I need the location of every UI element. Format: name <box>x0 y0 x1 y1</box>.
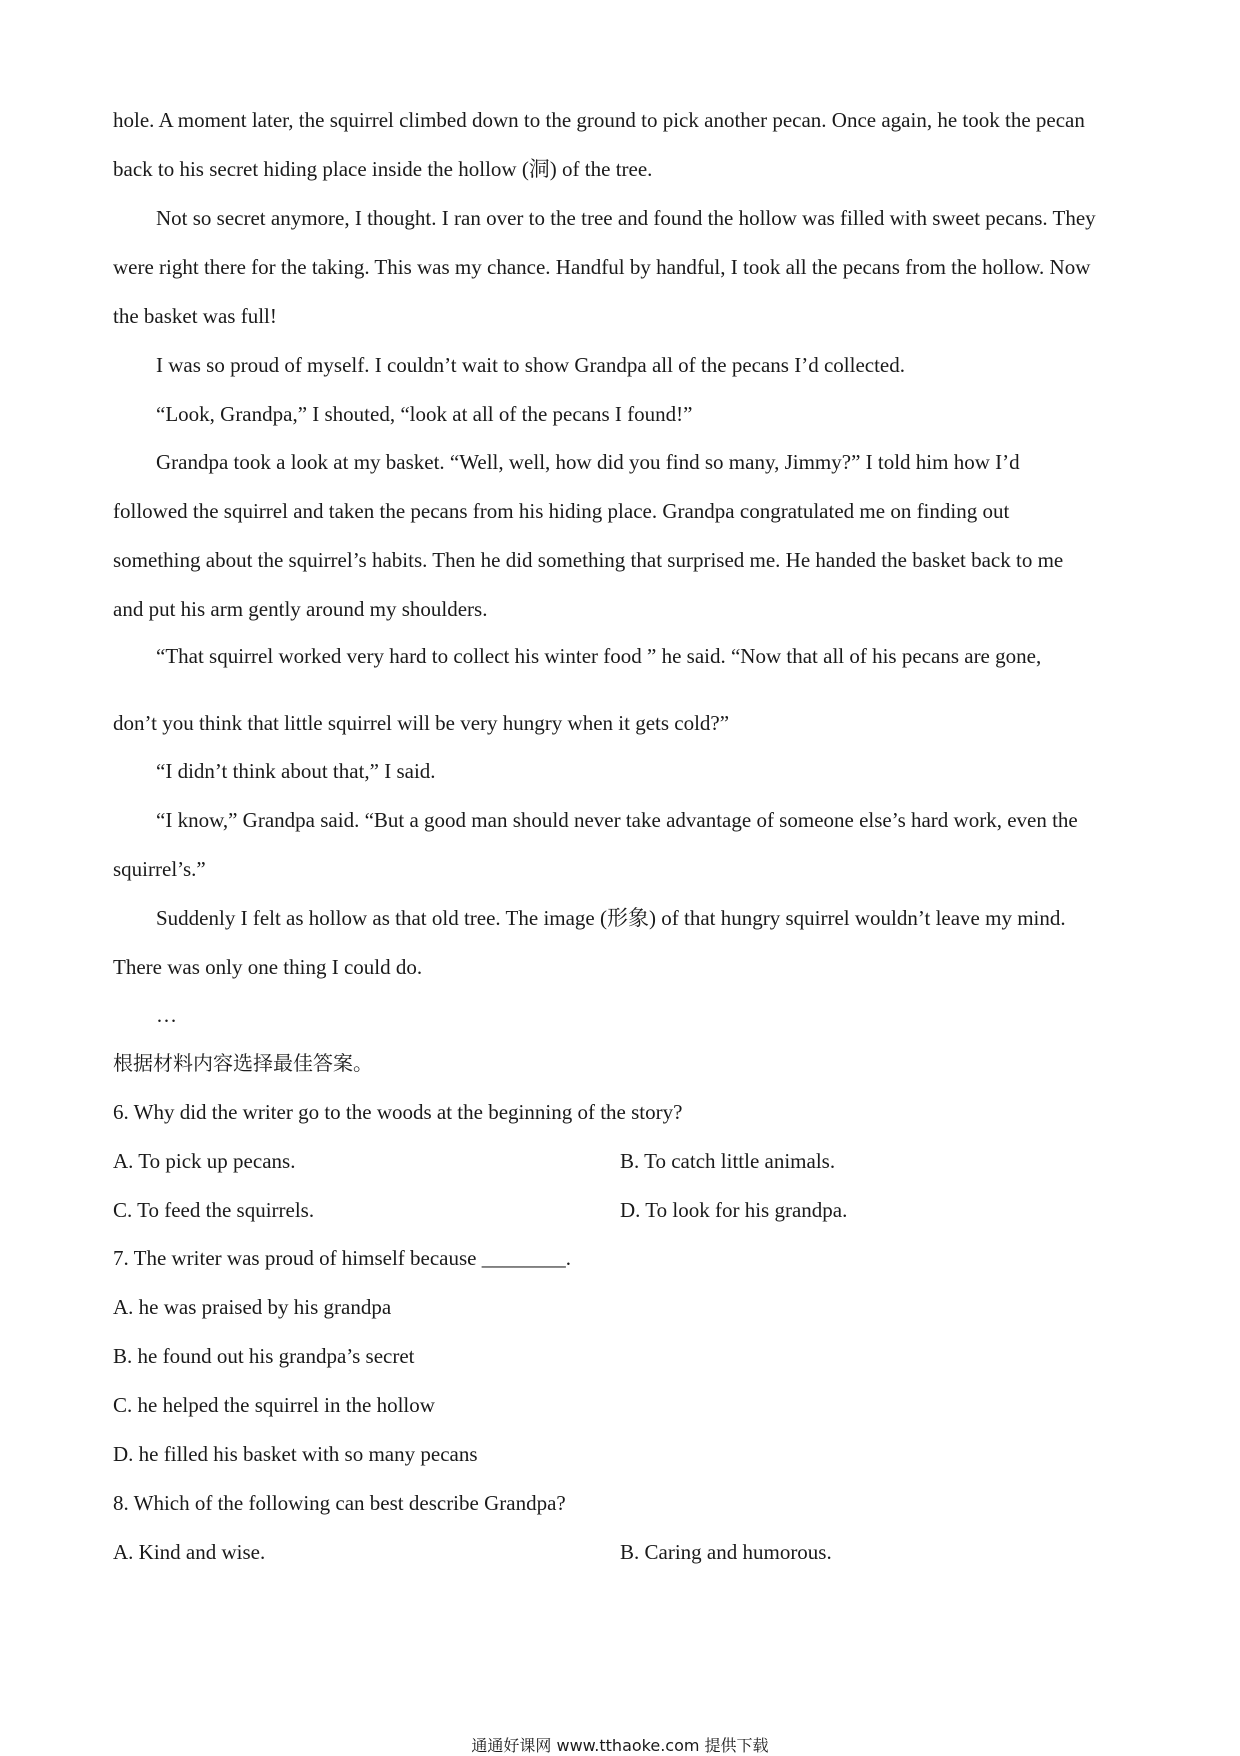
passage-line: back to his secret hiding place inside the hollow (洞) of the tree. <box>113 157 653 181</box>
question-6-option-b: B. To catch little animals. <box>620 1149 836 1173</box>
passage-line: “I know,” Grandpa said. “But a good man should never take advantage of someone else’s hard work, even the <box>156 808 1078 832</box>
question-7-option-c: C. he helped the squirrel in the hollow <box>113 1393 435 1417</box>
passage-line: the basket was full! <box>113 304 277 328</box>
question-6-option-c: C. To feed the squirrels. <box>113 1198 315 1222</box>
question-6-option-d: D. To look for his grandpa. <box>620 1198 848 1222</box>
passage-line: “Look, Grandpa,” I shouted, “look at all of the pecans I found!” <box>156 402 693 426</box>
passage-line: and put his arm gently around my shoulders. <box>113 597 488 621</box>
passage-line: squirrel’s.” <box>113 857 206 881</box>
passage-line: Not so secret anymore, I thought. I ran over to the tree and found the hollow was filled with sweet pecans. They <box>156 206 1096 230</box>
passage-line: Grandpa took a look at my basket. “Well, well, how did you find so many, Jimmy?” I told him how I’d <box>156 450 1020 474</box>
passage-line: There was only one thing I could do. <box>113 955 423 979</box>
question-6-stem: 6. Why did the writer go to the woods at the beginning of the story? <box>113 1100 683 1124</box>
question-8-stem: 8. Which of the following can best describe Grandpa? <box>113 1491 566 1515</box>
passage-line: Suddenly I felt as hollow as that old tree. The image (形象) of that hungry squirrel wouldn’t leave my mind. <box>156 906 1066 930</box>
passage-line: I was so proud of myself. I couldn’t wait to show Grandpa all of the pecans I’d collected. <box>156 353 905 377</box>
passage-line: “I didn’t think about that,” I said. <box>156 759 436 783</box>
passage-line: hole. A moment later, the squirrel climbed down to the ground to pick another pecan. Once again, he took the pecan <box>113 108 1085 132</box>
passage-line: “That squirrel worked very hard to collect his winter food ” he said. “Now that all of his pecans are gone, <box>156 644 1042 668</box>
passage-line: were right there for the taking. This was my chance. Handful by handful, I took all the pecans from the hollow. Now <box>113 255 1091 279</box>
passage-line: followed the squirrel and taken the pecans from his hiding place. Grandpa congratulated me on finding out <box>113 499 1010 523</box>
question-8-option-a: A. Kind and wise. <box>113 1540 266 1564</box>
question-7-option-a: A. he was praised by his grandpa <box>113 1295 392 1319</box>
question-7-option-d: D. he filled his basket with so many pecans <box>113 1442 478 1466</box>
ellipsis: … <box>156 1003 177 1027</box>
instruction: 根据材料内容选择最佳答案。 <box>113 1051 373 1075</box>
page-footer: 通通好课网 www.tthaoke.com 提供下载 <box>471 1736 769 1755</box>
question-6-option-a: A. To pick up pecans. <box>113 1149 296 1173</box>
question-8-option-b: B. Caring and humorous. <box>620 1540 832 1564</box>
question-7-stem: 7. The writer was proud of himself because ________. <box>113 1246 572 1270</box>
passage-line: don’t you think that little squirrel will be very hungry when it gets cold?” <box>113 711 730 735</box>
passage-line: something about the squirrel’s habits. Then he did something that surprised me. He handed the basket back to me <box>113 548 1064 572</box>
question-7-option-b: B. he found out his grandpa’s secret <box>113 1344 415 1368</box>
